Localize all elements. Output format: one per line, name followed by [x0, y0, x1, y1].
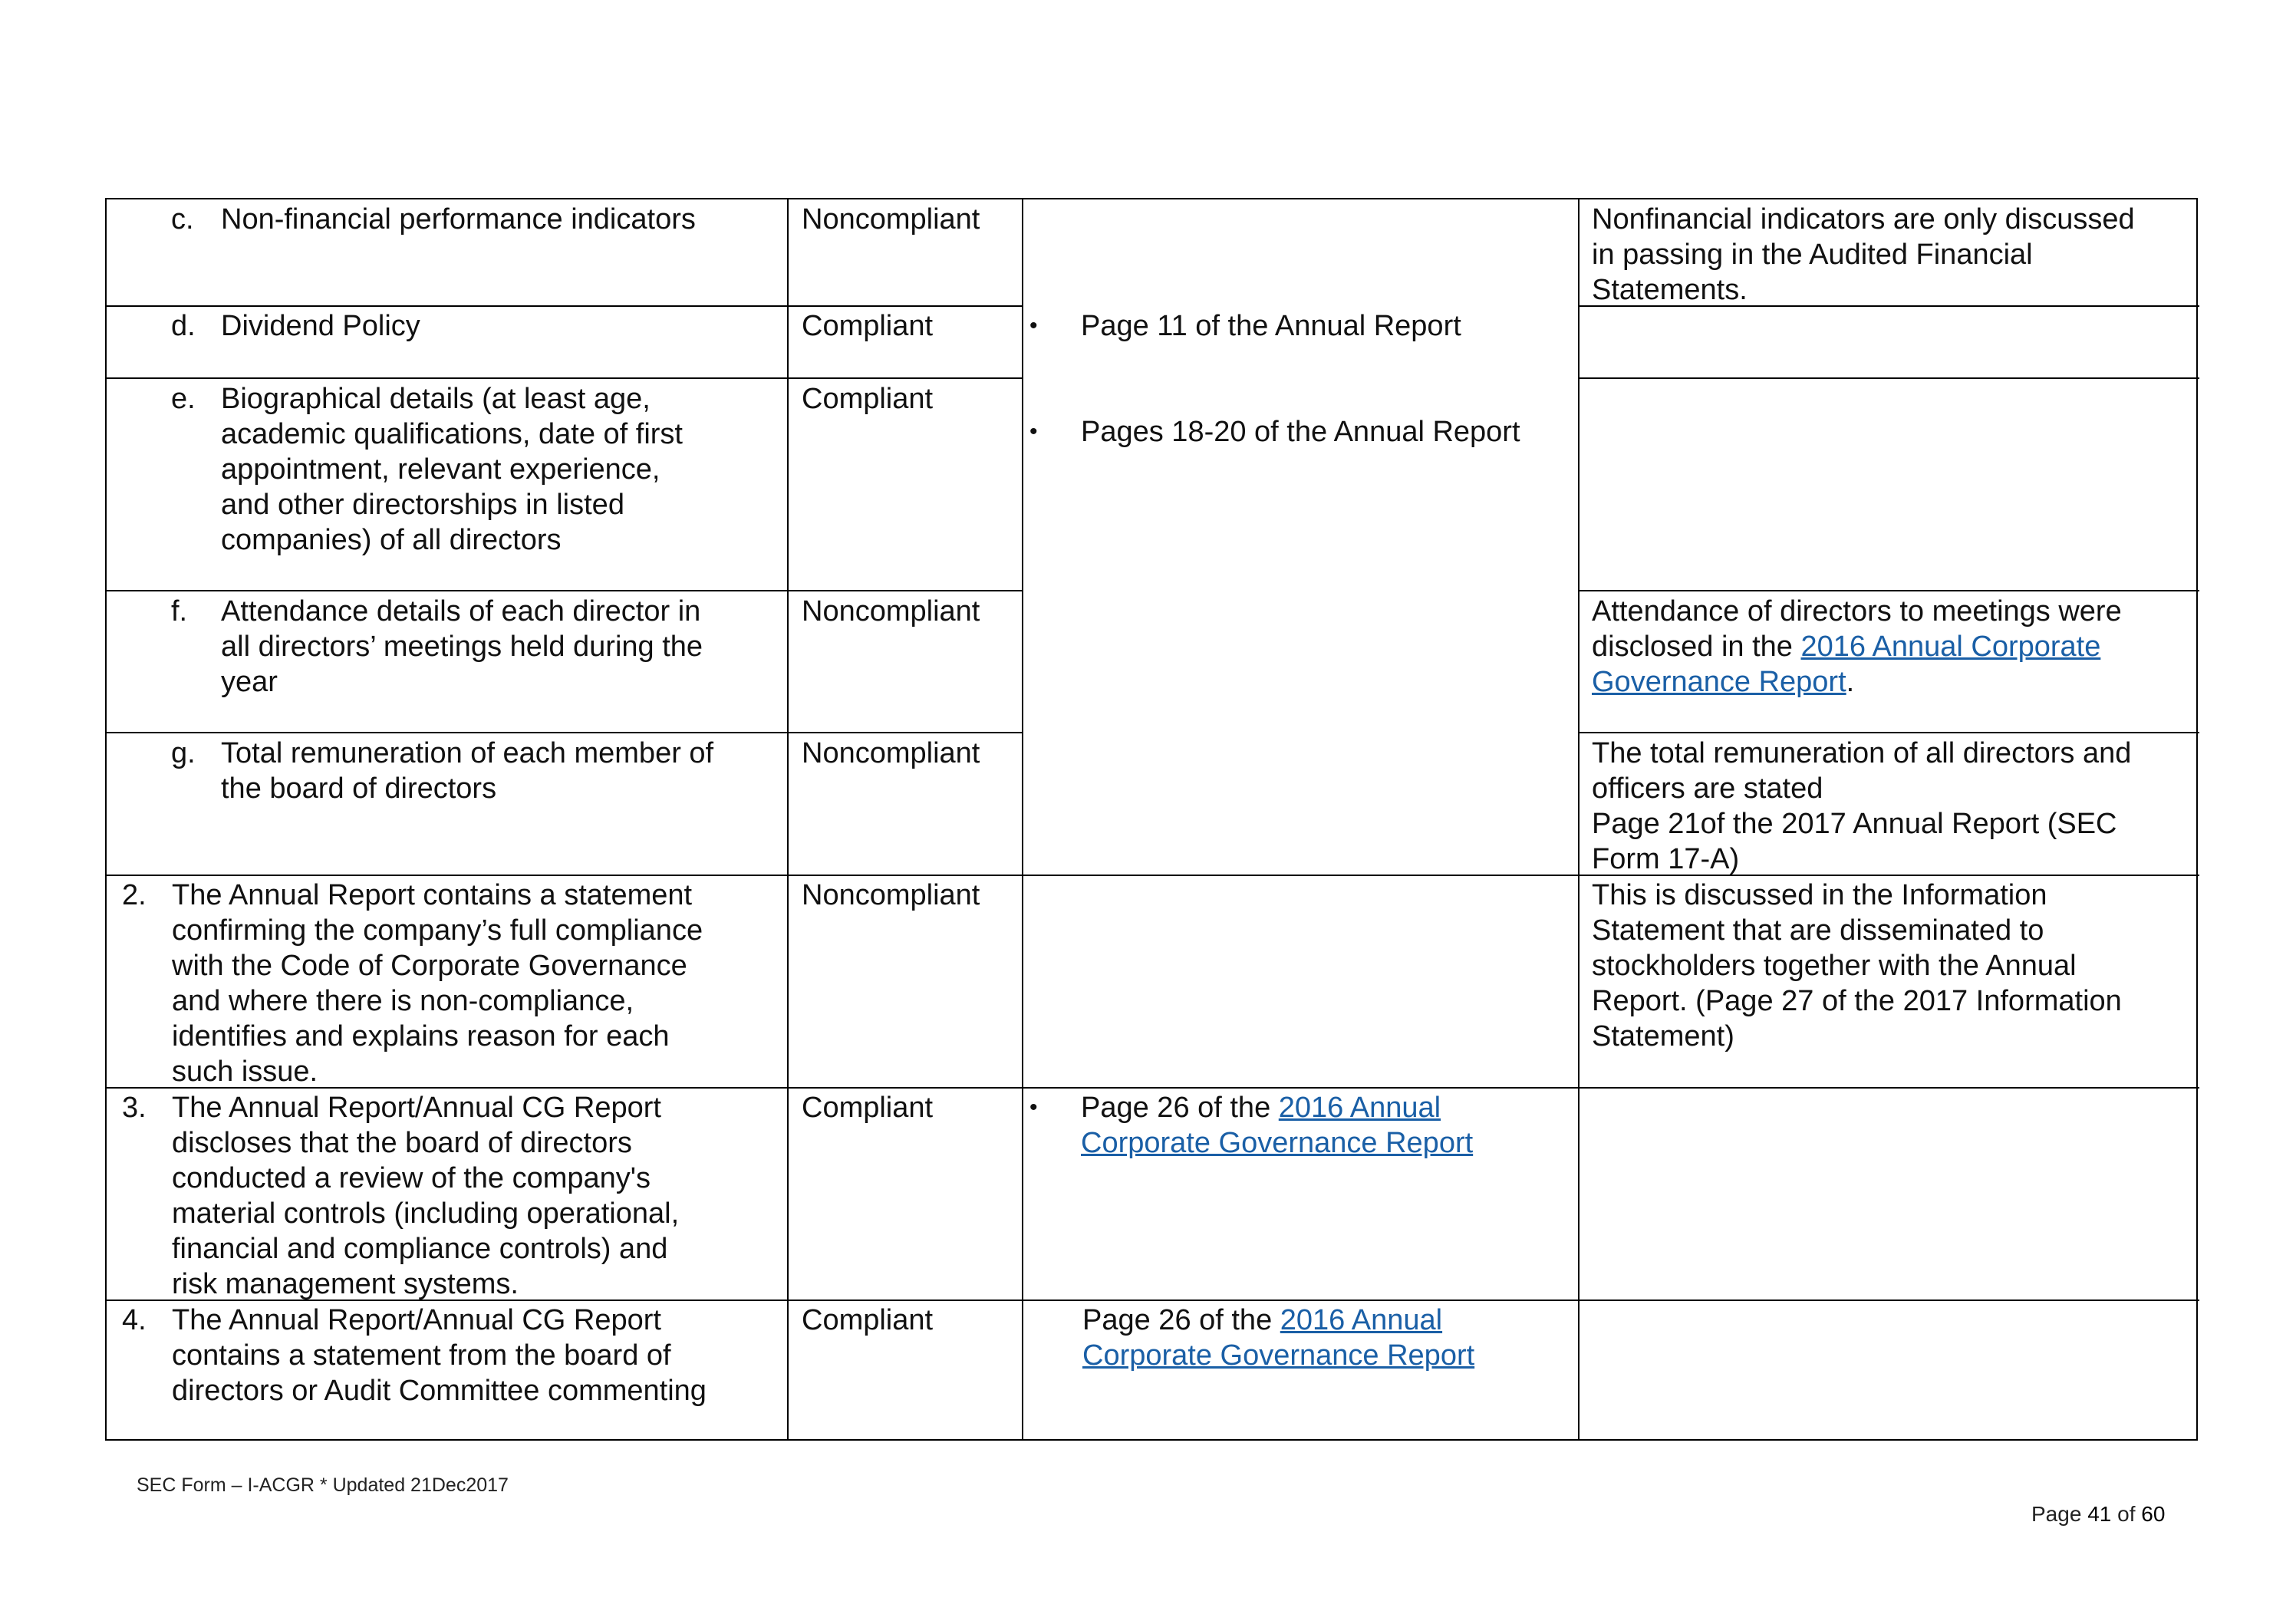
reference-line: [1081, 1090, 1473, 1125]
remarks-line: stockholders together with the Annual: [1592, 950, 2077, 982]
item-line: Biographical details (at least age,: [221, 383, 651, 415]
item-line: The Annual Report/Annual CG Report: [172, 1092, 661, 1124]
remarks-cell: [1592, 878, 2122, 1054]
remarks-line: officers are stated: [1592, 772, 1823, 805]
row-divider: [107, 305, 1023, 307]
row-marker: f.: [171, 595, 188, 628]
row-divider: [107, 732, 1023, 733]
remarks-line: This is discussed in the Information: [1592, 879, 2047, 911]
row-marker: c.: [171, 203, 194, 236]
status-cell: Noncompliant: [802, 203, 980, 236]
row-item-text: [172, 1303, 707, 1408]
status-cell: Compliant: [802, 310, 934, 342]
page-total: 60: [2141, 1502, 2166, 1526]
item-line: Dividend Policy: [221, 310, 420, 342]
column-divider: [787, 199, 789, 1439]
row-marker: 4.: [122, 1304, 147, 1336]
row-marker: 2.: [122, 879, 147, 911]
row-item-text: [221, 308, 420, 344]
row-divider: [107, 590, 1023, 591]
item-line: confirming the company’s full compliance: [172, 914, 703, 947]
column-divider: [1578, 199, 1580, 1439]
status-cell: Compliant: [802, 1092, 934, 1124]
reference-text: Page 26 of the: [1081, 1092, 1279, 1124]
item-line: Non-financial performance indicators: [221, 203, 696, 236]
row-marker: d.: [171, 310, 196, 342]
row-item-text: [221, 202, 696, 237]
annual-cg-report-link[interactable]: Corporate Governance Report: [1082, 1339, 1475, 1372]
item-line: and other directorships in listed: [221, 489, 624, 521]
item-line: The Annual Report/Annual CG Report: [172, 1304, 661, 1336]
row-marker: g.: [171, 737, 196, 769]
remarks-line: Nonfinancial indicators are only discussed: [1592, 203, 2135, 236]
bullet-icon: •: [1029, 419, 1038, 444]
item-line: companies) of all directors: [221, 524, 562, 556]
item-line: risk management systems.: [172, 1268, 519, 1300]
reference-cell: [1081, 1090, 1473, 1161]
item-line: material controls (including operational,: [172, 1197, 680, 1230]
item-line: Attendance details of each director in: [221, 595, 701, 628]
row-divider: [1578, 732, 2199, 733]
status-cell: Noncompliant: [802, 595, 980, 628]
compliance-table: [105, 198, 2198, 1441]
row-item-text: [172, 1090, 679, 1302]
remarks-text: .: [1846, 666, 1855, 698]
item-line: such issue.: [172, 1056, 318, 1088]
status-cell: Noncompliant: [802, 879, 980, 911]
status-cell: Compliant: [802, 1304, 934, 1336]
remarks-cell: [1592, 736, 2131, 877]
remarks-line: [1592, 629, 2122, 664]
reference-line: [1081, 1125, 1473, 1161]
bullet-icon: •: [1029, 1095, 1038, 1120]
remarks-text: disclosed in the: [1592, 631, 1801, 663]
reference-line: [1082, 1303, 1474, 1338]
row-item-text: [221, 594, 703, 700]
reference-cell: Page 11 of the Annual Report: [1081, 310, 1461, 342]
item-line: and where there is non-compliance,: [172, 985, 634, 1017]
remarks-cell: [1592, 202, 2135, 308]
remarks-line: The total remuneration of all directors and: [1592, 737, 2132, 769]
item-line: identifies and explains reason for each: [172, 1020, 670, 1052]
remarks-line: Statement that are disseminated to: [1592, 914, 2044, 947]
item-line: contains a statement from the board of: [172, 1339, 671, 1372]
item-line: appointment, relevant experience,: [221, 453, 660, 486]
item-line: with the Code of Corporate Governance: [172, 950, 687, 982]
remarks-line: Attendance of directors to meetings were: [1592, 595, 2122, 628]
row-divider: [1578, 377, 2199, 379]
status-cell: Noncompliant: [802, 737, 980, 769]
remarks-line: [1592, 664, 2122, 700]
bullet-icon: •: [1029, 313, 1038, 338]
item-line: the board of directors: [221, 772, 497, 805]
form-identifier: SEC Form – I-ACGR * Updated 21Dec2017: [137, 1474, 509, 1496]
annual-cg-report-link[interactable]: Governance Report: [1592, 666, 1846, 698]
item-line: Total remuneration of each member of: [221, 737, 714, 769]
status-cell: Compliant: [802, 383, 934, 415]
item-line: academic qualifications, date of first: [221, 418, 683, 450]
remarks-line: in passing in the Audited Financial: [1592, 239, 2033, 271]
column-divider: [1022, 199, 1023, 1439]
row-marker: 3.: [122, 1092, 147, 1124]
annual-cg-report-link[interactable]: 2016 Annual Corporate: [1800, 631, 2101, 663]
annual-cg-report-link[interactable]: Corporate Governance Report: [1081, 1127, 1474, 1159]
remarks-line: Report. (Page 27 of the 2017 Information: [1592, 985, 2122, 1017]
row-item-text: [221, 736, 713, 806]
reference-line: [1082, 1338, 1474, 1373]
item-line: directors or Audit Committee commenting: [172, 1375, 707, 1407]
page-current: 41: [2087, 1502, 2112, 1526]
item-line: conducted a review of the company's: [172, 1162, 651, 1194]
item-line: financial and compliance controls) and: [172, 1233, 668, 1265]
remarks-line: Statements.: [1592, 274, 1748, 306]
reference-cell: [1082, 1303, 1474, 1373]
reference-cell: Pages 18-20 of the Annual Report: [1081, 416, 1520, 448]
annual-cg-report-link[interactable]: 2016 Annual: [1280, 1304, 1443, 1336]
row-marker: e.: [171, 383, 196, 415]
remarks-line: Form 17-A): [1592, 843, 1740, 875]
remarks-cell: [1592, 594, 2122, 700]
row-item-text: [221, 381, 683, 558]
item-line: all directors’ meetings held during the: [221, 631, 703, 663]
item-line: discloses that the board of directors: [172, 1127, 632, 1159]
remarks-line: Page 21of the 2017 Annual Report (SEC: [1592, 808, 2117, 840]
item-line: The Annual Report contains a statement: [172, 879, 693, 911]
row-divider: [1578, 590, 2199, 591]
item-line: year: [221, 666, 278, 698]
page-label: Page: [2031, 1502, 2082, 1526]
row-divider: [107, 377, 1023, 379]
reference-text: Page 26 of the: [1082, 1304, 1280, 1336]
page-number: [2031, 1502, 2165, 1527]
row-item-text: [172, 878, 703, 1089]
annual-cg-report-link[interactable]: 2016 Annual: [1278, 1092, 1441, 1124]
remarks-line: Statement): [1592, 1020, 1734, 1052]
page-of: of: [2117, 1502, 2136, 1526]
